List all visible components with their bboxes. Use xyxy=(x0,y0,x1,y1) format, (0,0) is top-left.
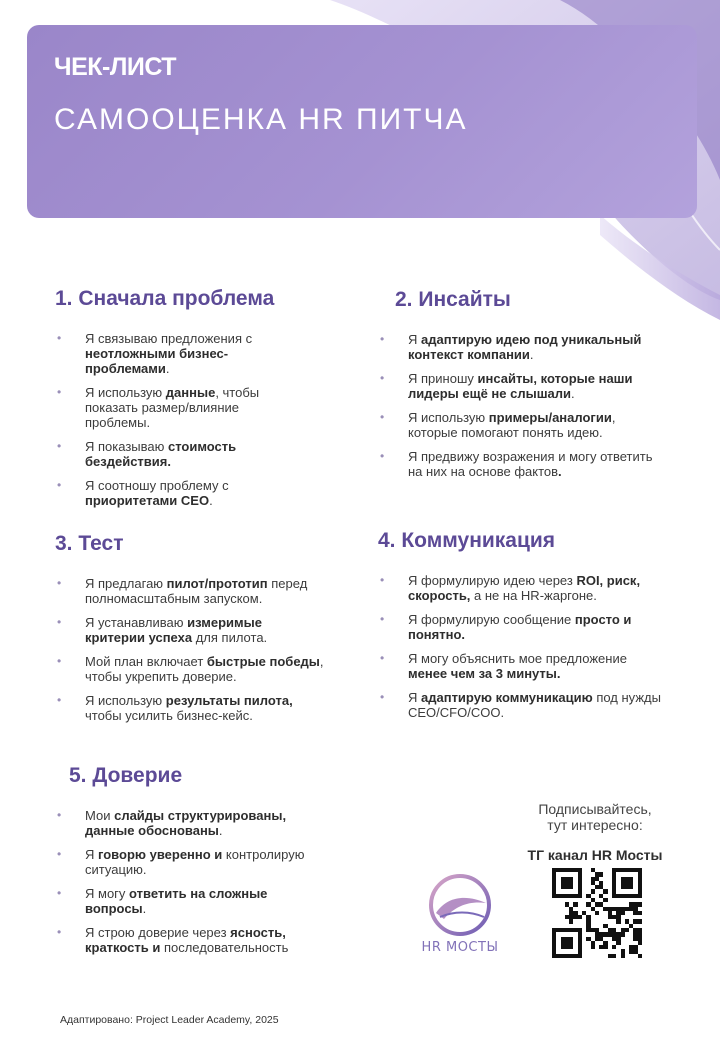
checklist xyxy=(55,331,305,508)
item-text-bold: адаптирую идею под уникальный контекст компании xyxy=(408,332,642,362)
checklist-item xyxy=(378,371,668,401)
item-text-bold: приоритетами CEO xyxy=(85,493,210,508)
item-text: Я устанавливаю xyxy=(85,615,188,630)
section-title: 4. Коммуникация xyxy=(378,529,556,552)
item-text-bold: пилот/прототип xyxy=(166,576,268,591)
item-text-bold: результаты пилота, xyxy=(165,693,293,708)
checklist xyxy=(55,808,305,955)
subscribe-block xyxy=(500,801,690,863)
header-kicker: ЧЕК-ЛИСТ xyxy=(54,53,177,81)
section-insights xyxy=(378,288,668,488)
item-text-bold: говорю уверенно и xyxy=(98,847,223,862)
item-text: . xyxy=(529,347,534,362)
item-text: Я использую xyxy=(85,693,166,708)
checklist-item xyxy=(55,808,305,838)
checklist-item xyxy=(55,886,305,916)
item-text-bold: слайды структурированы, данные обоснованы xyxy=(85,808,287,838)
checklist-item xyxy=(378,651,668,681)
telegram-channel-link[interactable]: ТГ канал HR Мосты xyxy=(527,847,663,863)
qr-code-icon[interactable] xyxy=(552,868,642,958)
checklist-item xyxy=(55,925,305,955)
checklist-item xyxy=(378,573,668,603)
subscribe-line-1: Подписывайтесь, xyxy=(538,801,652,817)
item-text: Я показываю xyxy=(85,439,168,454)
item-text: Я использую xyxy=(408,410,489,425)
logo-text: HR МОСТЫ xyxy=(421,940,499,955)
item-text: . xyxy=(142,901,147,916)
checklist-item xyxy=(378,612,668,642)
item-text-bold: . xyxy=(558,464,562,479)
section-title: 3. Тест xyxy=(55,532,124,555)
section-title: 2. Инсайты xyxy=(395,288,511,311)
item-text: Я предвижу возражения и могу ответить на них на основе фактов xyxy=(408,449,653,479)
header-banner xyxy=(27,25,697,218)
item-text-bold: инсайты, которые наши лидеры ещё не слышали xyxy=(408,371,633,401)
item-text: Мои xyxy=(85,808,115,823)
item-text-bold: менее чем за 3 минуты. xyxy=(408,666,561,681)
section-trust xyxy=(55,764,305,964)
checklist-item xyxy=(55,385,305,430)
checklist-item xyxy=(55,331,305,376)
item-text: , чтобы укрепить доверие. xyxy=(85,654,324,684)
checklist-item xyxy=(55,478,305,508)
checklist xyxy=(55,576,325,723)
section-title: 1. Сначала проблема xyxy=(55,287,275,310)
checklist-item xyxy=(378,690,668,720)
item-text-bold: стоимость бездействия. xyxy=(85,439,237,469)
checklist-item xyxy=(378,332,668,362)
checklist-item xyxy=(55,693,325,723)
item-text: . xyxy=(571,386,575,401)
item-text: перед полномасштабным запуском. xyxy=(85,576,308,606)
item-text: Я соотношу проблему с xyxy=(85,478,229,493)
item-text: Я могу объяснить мое предложение xyxy=(408,651,627,666)
section-test xyxy=(55,532,325,732)
item-text: Я приношу xyxy=(408,371,478,386)
item-text: . xyxy=(209,493,213,508)
item-text: чтобы усилить бизнес-кейс. xyxy=(85,708,253,723)
item-text: Я формулирую идею через xyxy=(408,573,577,588)
item-text: контролирую ситуацию. xyxy=(85,847,305,877)
item-text: Я связываю предложения с xyxy=(85,331,253,346)
item-text: Я формулирую сообщение xyxy=(408,612,575,627)
item-text: Я предлагаю xyxy=(85,576,167,591)
item-text: Мой план включает xyxy=(85,654,207,669)
item-text: Я использую xyxy=(85,385,166,400)
item-text: а не на HR-жаргоне. xyxy=(470,588,597,603)
item-text: Я могу xyxy=(85,886,130,901)
item-text: , чтобы показать размер/влияние проблемы. xyxy=(85,385,260,430)
checklist-item xyxy=(378,410,668,440)
section-title: 5. Доверие xyxy=(69,764,183,787)
item-text-bold: измеримые критерии успеха xyxy=(85,615,262,645)
item-text-bold: ясность, краткость и xyxy=(85,925,286,955)
checklist-item xyxy=(378,449,668,479)
item-text-bold: неотложными бизнес-проблемами xyxy=(85,346,229,376)
section-problem xyxy=(55,287,305,517)
checklist xyxy=(378,332,668,479)
checklist-item xyxy=(55,654,325,684)
item-text: Я xyxy=(408,690,421,705)
section-communication xyxy=(378,529,668,729)
footer-attribution: Адаптировано: Project Leader Academy, 2025 xyxy=(60,1014,279,1026)
item-text: последовательность xyxy=(160,940,289,955)
item-text: Я xyxy=(85,847,98,862)
item-text-bold: ответить на сложные вопросы xyxy=(85,886,268,916)
page-title: САМООЦЕНКА HR ПИТЧА xyxy=(54,103,468,136)
item-text: Я xyxy=(408,332,421,347)
checklist-item xyxy=(55,576,325,606)
item-text-bold: примеры/аналогии xyxy=(488,410,612,425)
item-text: , которые помогают понять идею. xyxy=(408,410,616,440)
item-text-bold: быстрые победы xyxy=(206,654,320,669)
item-text: . xyxy=(165,361,170,376)
item-text-bold: данные xyxy=(165,385,216,400)
item-text: под нужды CEO/CFO/COO. xyxy=(408,690,661,720)
subscribe-line-2: тут интересно: xyxy=(547,817,643,833)
item-text: . xyxy=(218,823,223,838)
item-text-bold: ROI, риск, скорость, xyxy=(408,573,641,603)
item-text-bold: адаптирую коммуникацию xyxy=(421,690,593,705)
item-text-bold: просто и понятно. xyxy=(408,612,632,642)
item-text: Я строю доверие через xyxy=(85,925,231,940)
checklist-item xyxy=(55,615,325,645)
checklist-item xyxy=(55,439,305,469)
checklist-item xyxy=(55,847,305,877)
item-text: для пилота. xyxy=(192,630,268,645)
checklist xyxy=(378,573,668,720)
